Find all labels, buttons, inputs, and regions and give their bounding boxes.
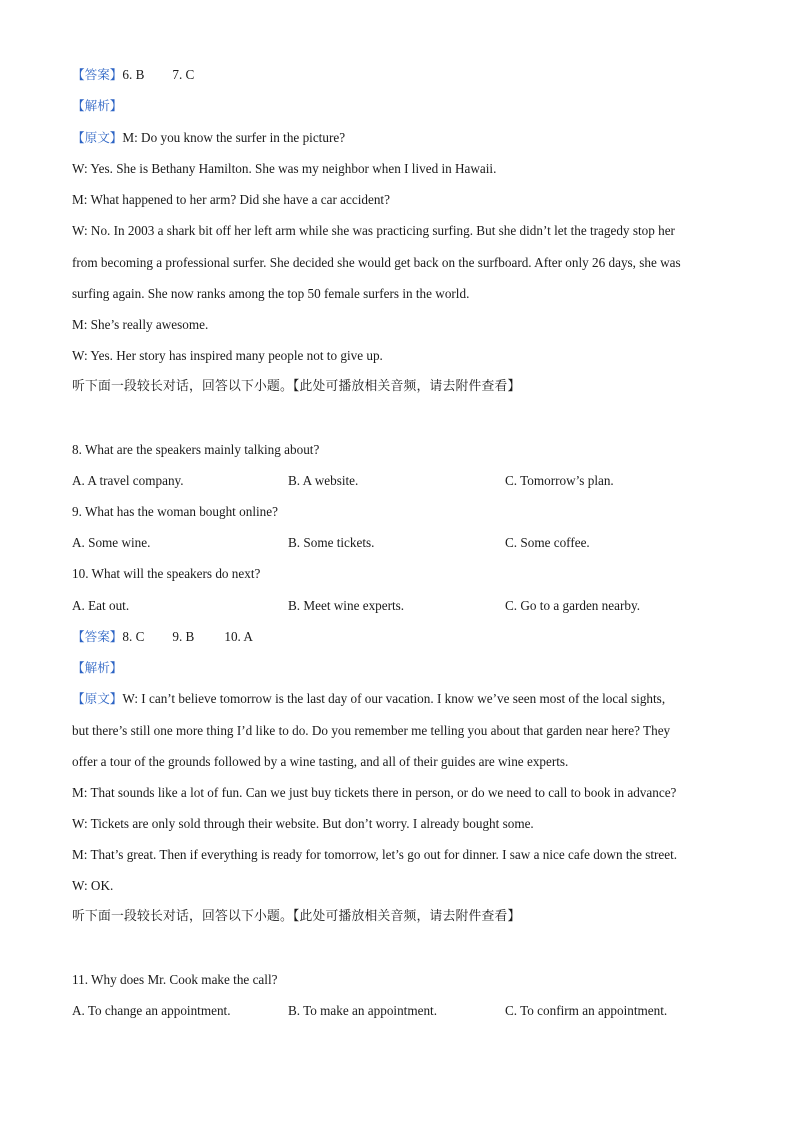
transcript-line: surfing again. She now ranks among the top 50 female surfers in the world. bbox=[72, 286, 470, 301]
transcript-line: M: That sounds like a lot of fun. Can we just buy tickets there in person, or do we need to call to book in advance? bbox=[72, 785, 677, 800]
option-b: B. Some tickets. bbox=[288, 535, 375, 550]
answer-line-8-10 bbox=[72, 628, 732, 646]
transcript-line bbox=[72, 690, 732, 708]
option-b: B. Meet wine experts. bbox=[288, 598, 405, 613]
analysis-tag: 【解析】 bbox=[72, 98, 123, 113]
original-tag: 【原文】 bbox=[72, 130, 123, 145]
transcript-line: but there’s still one more thing I’d like to do. Do you remember me telling you about that garden near here? They bbox=[72, 723, 671, 738]
answer-8: 8. C bbox=[122, 629, 145, 644]
transcript-line: from becoming a professional surfer. She decided she would get back on the surfboard. After only 26 days, she was bbox=[72, 255, 681, 270]
question-stem: 10. What will the speakers do next? bbox=[72, 566, 261, 581]
transcript-line: W: Yes. Her story has inspired many people not to give up. bbox=[72, 348, 383, 363]
transcript-text: M: Do you know the surfer in the picture? bbox=[122, 130, 346, 145]
option-c: C. Some coffee. bbox=[505, 535, 590, 550]
original-tag: 【原文】 bbox=[72, 691, 123, 706]
answer-10: 10. A bbox=[224, 629, 253, 644]
answer-6: 6. B bbox=[122, 67, 145, 82]
option-c: C. Go to a garden nearby. bbox=[505, 598, 641, 613]
option-a: A. A travel company. bbox=[72, 473, 184, 488]
option-a: A. Some wine. bbox=[72, 535, 151, 550]
transcript-line: M: That’s great. Then if everything is ready for tomorrow, let’s go out for dinner. I saw a nice cafe down the street. bbox=[72, 847, 678, 862]
question-stem: 11. Why does Mr. Cook make the call? bbox=[72, 972, 278, 987]
answer-7: 7. C bbox=[172, 67, 195, 82]
transcript-line: W: No. In 2003 a shark bit off her left arm while she was practicing surfing. But she didn’t let the tragedy stop her bbox=[72, 223, 675, 238]
transcript-line: W: Tickets are only sold through their website. But don’t worry. I already bought some. bbox=[72, 816, 534, 831]
answer-tag: 【答案】 bbox=[72, 67, 123, 82]
transcript-line: W: Yes. She is Bethany Hamilton. She was my neighbor when I lived in Hawaii. bbox=[72, 161, 497, 176]
option-c: C. Tomorrow’s plan. bbox=[505, 473, 614, 488]
answer-tag: 【答案】 bbox=[72, 629, 123, 644]
option-c: C. To confirm an appointment. bbox=[505, 1003, 668, 1018]
analysis-tag: 【解析】 bbox=[72, 660, 123, 675]
question-stem: 8. What are the speakers mainly talking about? bbox=[72, 442, 320, 457]
answer-line-6-7 bbox=[72, 66, 732, 84]
transcript-line: W: OK. bbox=[72, 878, 114, 893]
transcript-text: W: I can’t believe tomorrow is the last day of our vacation. I know we’ve seen most of the local sights, bbox=[122, 691, 666, 706]
listen-instruction: 听下面一段较长对话，回答以下小题。【此处可播放相关音频，请去附件查看】 bbox=[72, 909, 521, 924]
option-a: A. To change an appointment. bbox=[72, 1003, 231, 1018]
listen-instruction: 听下面一段较长对话，回答以下小题。【此处可播放相关音频，请去附件查看】 bbox=[72, 379, 521, 394]
transcript-line bbox=[72, 129, 732, 147]
answer-9: 9. B bbox=[172, 629, 195, 644]
transcript-line: M: She’s really awesome. bbox=[72, 317, 209, 332]
option-b: B. To make an appointment. bbox=[288, 1003, 437, 1018]
transcript-line: offer a tour of the grounds followed by a wine tasting, and all of their guides are wine experts. bbox=[72, 754, 569, 769]
transcript-line: M: What happened to her arm? Did she have a car accident? bbox=[72, 192, 390, 207]
option-b: B. A website. bbox=[288, 473, 359, 488]
option-a: A. Eat out. bbox=[72, 598, 130, 613]
question-stem: 9. What has the woman bought online? bbox=[72, 504, 278, 519]
